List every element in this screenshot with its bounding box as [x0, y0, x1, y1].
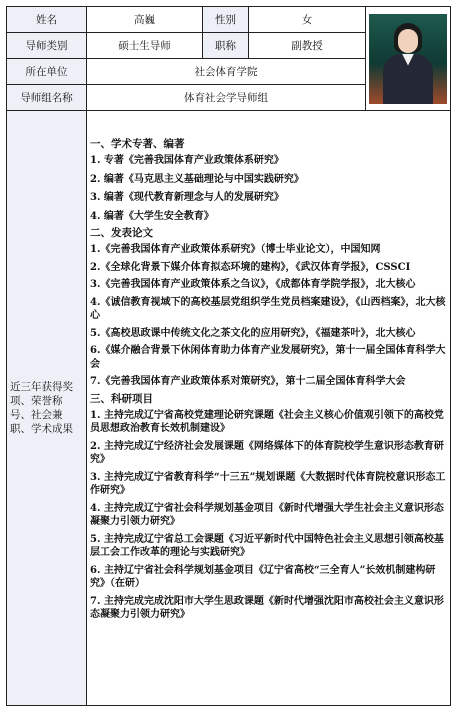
- section-title: 三、科研项目: [90, 392, 153, 405]
- advisor-photo: [369, 14, 447, 104]
- list-item: 3.《完善我国体育产业政策体系之刍议》，《成都体育学院学报》，北大核心: [90, 279, 416, 290]
- list-item: 7.《完善我国体育产业政策体系对策研究》，第十二届全国体育科学大会: [90, 376, 406, 387]
- list-item: 2. 编著《马克思主义基础理论与中国实践研究》: [90, 173, 304, 185]
- achievements-content: [87, 111, 451, 706]
- list-item: 1. 主持完成辽宁省高校党建理论研究课题《社会主义核心价值观引领下的高校党员思想政治教育长效机制建设》: [90, 409, 444, 434]
- list-item: 2.《全球化背景下媒介体育拟态环境的建构》，《武汉体育学报》，CSSCI: [90, 261, 411, 273]
- unit-label: 所在单位: [7, 59, 87, 85]
- group-value: 体育社会学导师组: [87, 85, 366, 111]
- section-papers: [90, 226, 447, 389]
- list-item: 3. 主持完成辽宁省教育科学“十三五”规划课题《大数据时代体育院校意识形态工作研究》: [90, 471, 446, 496]
- list-item: 4.《诚信教育视域下的高校基层党组织学生党员档案建设》，《山西档案》，北大核心: [90, 296, 446, 321]
- list-item: 3. 编著《现代教育新理念与人的发展研究》: [90, 192, 284, 203]
- name-value: 高巍: [87, 7, 203, 33]
- title-label: 职称: [203, 33, 249, 59]
- name-label: 姓名: [7, 7, 87, 33]
- list-item: 1. 专著《完善我国体育产业政策体系研究》: [90, 155, 284, 166]
- gender-label: 性别: [203, 7, 249, 33]
- list-item: 5.《高校思政课中传统文化之茶文化的应用研究》，《福建茶叶》，北大核心: [90, 327, 416, 339]
- list-item: 5. 主持完成辽宁省总工会课题《习近平新时代中国特色社会主义思想引领高校基层工会工作改革的理论与实践研究》: [90, 533, 444, 558]
- title-value: 副教授: [249, 33, 366, 59]
- unit-value: 社会体育学院: [87, 59, 366, 85]
- list-item: 6. 主持辽宁省社会科学规划基金项目《辽宁省高校“三全育人”长效机制建构研究》（在研）: [90, 564, 436, 589]
- list-item: 4. 主持完成辽宁省社会科学规划基金项目《新时代增强大学生社会主义意识形态凝聚力引领力研究》: [90, 502, 444, 527]
- achievements-label: 近三年获得奖项、荣誉称号、社会兼职、学术成果: [7, 111, 87, 706]
- list-item: 1.《完善我国体育产业政策体系研究》（博士毕业论文），中国知网: [90, 244, 381, 255]
- advisor-info-table: [6, 6, 451, 706]
- list-item: 4. 编著《大学生安全教育》: [90, 210, 214, 222]
- photo-cell: [366, 7, 451, 111]
- gender-value: 女: [249, 7, 366, 33]
- section-monographs: [90, 137, 447, 223]
- category-label: 导师类别: [7, 33, 87, 59]
- section-title: 一、学术专著、编著: [90, 138, 185, 150]
- list-item: 7. 主持完成完成沈阳市大学生思政课题《新时代增强沈阳市高校社会主义意识形态凝聚力引领力研究》: [90, 595, 444, 620]
- section-title: 二、发表论文: [90, 227, 153, 239]
- list-item: 6.《媒介融合背景下休闲体育助力体育产业发展研究》，第十一届全国体育科学大会: [90, 345, 446, 370]
- section-projects: [90, 392, 447, 622]
- category-value: 硕士生导师: [87, 33, 203, 59]
- group-label: 导师组名称: [7, 85, 87, 111]
- list-item: 2. 主持完成辽宁经济社会发展课题《网络媒体下的体育院校学生意识形态教育研究》: [90, 440, 444, 465]
